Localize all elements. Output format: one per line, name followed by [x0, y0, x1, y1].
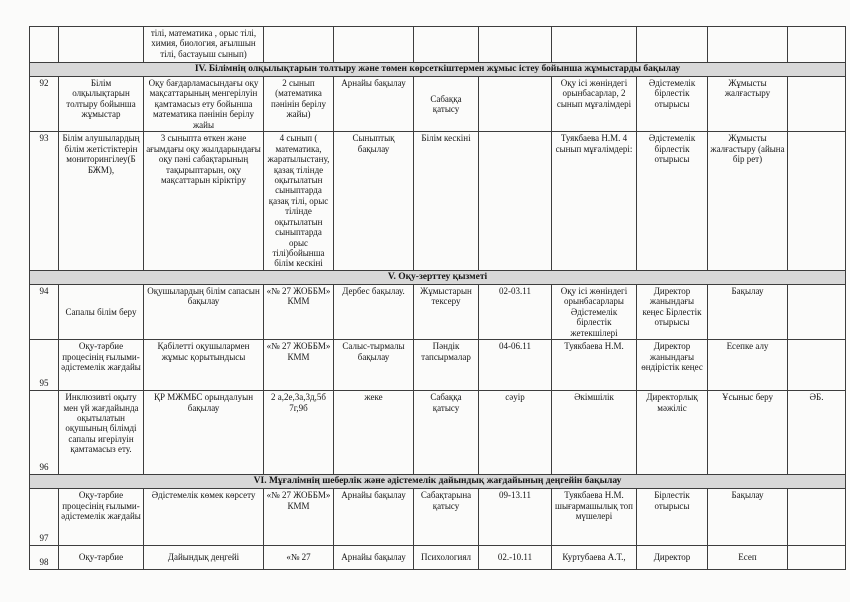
table-cell: Оқу бағдарламасындағы оқу мақсаттарының менгерілуін қамтамасыз ету бойынша математика пәнінін берілу жайы — [144, 77, 264, 132]
table-cell — [552, 27, 637, 63]
table-cell: Оқу-тәрбие процесінің ғылыми-әдістемелік жағдайы — [59, 489, 144, 546]
table-cell: Бірлестік отырысы — [637, 489, 708, 546]
table-cell: Бақылау — [708, 284, 788, 339]
control-plan-table — [29, 26, 846, 570]
table-cell — [788, 546, 846, 570]
table-cell — [59, 27, 144, 63]
row-number-cell: 92 — [30, 77, 59, 132]
table-cell: Сабақтарына қатысу — [414, 489, 479, 546]
table-cell: Куртубаева А.Т., — [552, 546, 637, 570]
table-row — [30, 77, 846, 132]
carryover-row — [30, 27, 846, 63]
table-cell: Дайындық деңгейі — [144, 546, 264, 570]
table-cell: 02-03.11 — [479, 284, 552, 339]
table-cell: Оқу ісі жөніндегі орынбасарлар, 2 сынып мұғалімдері — [552, 77, 637, 132]
table-cell: ӘБ. — [788, 391, 846, 475]
table-cell: жеке — [334, 391, 414, 475]
table-row — [30, 340, 846, 391]
row-number-cell: 98 — [30, 546, 59, 570]
table-cell — [788, 77, 846, 132]
table-cell: Салыс-тырмалы бақылау — [334, 340, 414, 391]
table-cell: Қабілетті оқушылармен жұмыс қорытындысы — [144, 340, 264, 391]
table-cell: Бақылау — [708, 489, 788, 546]
table-cell: Әкімшілік — [552, 391, 637, 475]
table-cell — [788, 27, 846, 63]
table-row — [30, 132, 846, 271]
table-cell: «№ 27 ЖОББМ» КММ — [264, 340, 334, 391]
table-cell: Сапалы білім беру — [59, 284, 144, 339]
table-cell: 3 сыныпта өткен және ағымдағы оқу жылдарындағы оқу пәні сабақтарының тақырыптарын, оқу мақсаттарын кіріктіру — [144, 132, 264, 271]
table-cell: Сабаққа қатысу — [414, 391, 479, 475]
table-cell — [788, 132, 846, 271]
section-title: V. Оқу-зерттеу қызметі — [30, 270, 846, 284]
row-number-cell: 96 — [30, 391, 59, 475]
table-cell — [414, 27, 479, 63]
table-cell — [30, 27, 59, 63]
table-cell: сәуір — [479, 391, 552, 475]
section-title: IV. Білімнің олқылықтарын толтыру және төмен көрсеткіштермен жұмыс істеу бойынша жұмыстарды бақылау — [30, 63, 846, 77]
table-cell: Оқу ісі жөніндегі орынбасарлары Әдістемелік бірлестік жетекшілері — [552, 284, 637, 339]
table-cell: 2 сынып (математика пәнінін берілу жайы) — [264, 77, 334, 132]
table-cell — [788, 284, 846, 339]
table-cell: Әдістемелік көмек көрсету — [144, 489, 264, 546]
table-cell: Пәндік тапсырмалар — [414, 340, 479, 391]
table-cell: Арнайы бақылау — [334, 546, 414, 570]
table-cell: тілі, математика , орыс тілі, химия, биология, ағылшын тілі, бастауыш сынып) — [144, 27, 264, 63]
table-cell: Жұмыстарын тексеру — [414, 284, 479, 339]
table-cell: Білім алушылардың білім жетістіктерін мониторингілеу(Б БЖМ), — [59, 132, 144, 271]
row-number-cell: 94 — [30, 284, 59, 339]
row-number-cell: 93 — [30, 132, 59, 271]
table-row — [30, 546, 846, 570]
table-cell: 02.-10.11 — [479, 546, 552, 570]
table-cell — [264, 27, 334, 63]
table-cell: Директорлық мәжіліс — [637, 391, 708, 475]
table-cell: ҚР МЖМБС орындалуын бақылау — [144, 391, 264, 475]
table-cell: 04-06.11 — [479, 340, 552, 391]
table-cell: Туякбаева Н.М. — [552, 340, 637, 391]
table-cell: «№ 27 ЖОББМ» КММ — [264, 284, 334, 339]
table-cell: Оқушылардың білім сапасын бақылау — [144, 284, 264, 339]
table-cell: Психологиял — [414, 546, 479, 570]
table-cell: Есеп — [708, 546, 788, 570]
row-number-cell: 95 — [30, 340, 59, 391]
table-row — [30, 391, 846, 475]
table-cell — [479, 77, 552, 132]
table-row — [30, 489, 846, 546]
section-header-row — [30, 63, 846, 77]
table-cell: 09-13.11 — [479, 489, 552, 546]
table-cell: «№ 27 — [264, 546, 334, 570]
table-cell: Туякбаева Н.М. 4 сынып мұғалімдері: — [552, 132, 637, 271]
table-cell: Оқу-тәрбие процесінің ғылыми-әдістемелік жағдайы — [59, 340, 144, 391]
table-cell — [479, 27, 552, 63]
table-cell: Инклюзивті оқыту мен үй жағдайында оқытылатын оқушының білімді сапалы игерілуін қамтамасыз ету. — [59, 391, 144, 475]
table-cell — [479, 132, 552, 271]
table-cell: Әдістемелік бірлестік отырысы — [637, 77, 708, 132]
table-cell: Білім олқылықтарын толтыру бойынша жұмыстар — [59, 77, 144, 132]
section-header-row — [30, 270, 846, 284]
section-title: VI. Мұғалімнің шеберлік және әдістемелік дайындық жағдайының деңгейін бақылау — [30, 475, 846, 489]
table-cell: Сыныптық бақылау — [334, 132, 414, 271]
table-cell: Арнайы бақылау — [334, 489, 414, 546]
table-cell: Жұмысты жалғастыру — [708, 77, 788, 132]
table-cell: Жұмысты жалғастыру (айына бір рет) — [708, 132, 788, 271]
table-cell: Дербес бақылау. — [334, 284, 414, 339]
table-cell: Туякбаева Н.М. шығармашылық топ мүшелері — [552, 489, 637, 546]
table-cell: 2 а,2е,3а,3д,5б 7г,9б — [264, 391, 334, 475]
table-cell: Білім кескіні — [414, 132, 479, 271]
table-cell: «№ 27 ЖОББМ» КММ — [264, 489, 334, 546]
table-cell — [788, 489, 846, 546]
table-cell: Директор жанындағы кеңес Бірлестік отырысы — [637, 284, 708, 339]
row-number-cell: 97 — [30, 489, 59, 546]
table-cell — [788, 340, 846, 391]
table-cell: Арнайы бақылау — [334, 77, 414, 132]
table-cell: Есепке алу — [708, 340, 788, 391]
table-cell — [334, 27, 414, 63]
table-cell: Сабаққа қатысу — [414, 77, 479, 132]
section-header-row — [30, 475, 846, 489]
table-row — [30, 284, 846, 339]
table-cell: Директор жанындағы өндірістік кеңес — [637, 340, 708, 391]
table-cell — [708, 27, 788, 63]
table-cell: Оқу-тәрбие — [59, 546, 144, 570]
table-cell: 4 сынып ( математика, жаратылыстану, қазақ тілінде оқытылатын сыныптарда қазақ тілі, орыс тілінде оқытылатын сыныптарда орыс тілі)бойынша білім кескіні — [264, 132, 334, 271]
table-cell: Әдістемелік бірлестік отырысы — [637, 132, 708, 271]
table-cell: Ұсыныс беру — [708, 391, 788, 475]
table-cell: Директор — [637, 546, 708, 570]
table-cell — [637, 27, 708, 63]
